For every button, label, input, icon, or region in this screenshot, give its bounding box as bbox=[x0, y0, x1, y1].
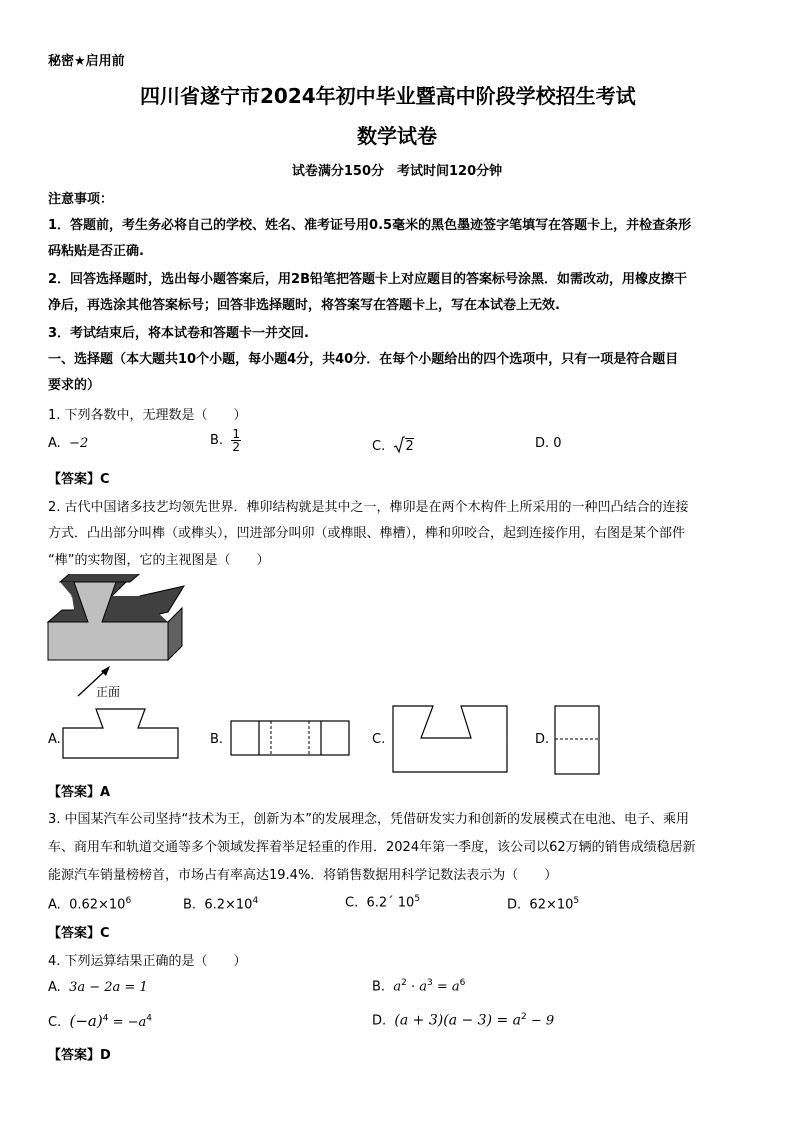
exam-info: 试卷满分150分 考试时间120分钟 bbox=[291, 164, 503, 179]
q2-line2: 方式．凸出部分叫榫（或榫头），凹进部分叫卯（或榫眼、榫槽），榫和卯咬合，起到连接作用，右图是某个部件 bbox=[48, 526, 686, 541]
q1-option-d: D. 0 bbox=[535, 436, 562, 451]
q1-option-a: A. −2 bbox=[48, 436, 89, 451]
q3-option-b: B. $6.2\times 10^4$ bbox=[183, 896, 259, 913]
note-3: 3．考试结束后，将本试卷和答题卡一并交回. bbox=[48, 326, 309, 341]
q2-option-a-figure bbox=[58, 706, 184, 762]
note-2-line1: 2．回答选择题时，选出每小题答案后，用2B铅笔把答题卡上对应题目的答案标号涂黑．如需改动，用橡皮擦干 bbox=[48, 272, 688, 287]
q4-option-d: D. $(a + 3)(a - 3) = a^2 - 9$ bbox=[372, 1012, 555, 1029]
section-heading-line1: 一、选择题（本大题共10个小题，每小题4分，共40分．在每个小题给出的四个选项中，只有一项是符合题目 bbox=[48, 352, 679, 367]
q2-option-b-figure bbox=[229, 719, 353, 759]
q2-option-d-label: D. bbox=[535, 732, 550, 747]
q3-option-c: C. 6.2´ $10^5$ bbox=[345, 894, 421, 911]
q3-option-d: D. $62\times 10^5$ bbox=[507, 896, 580, 913]
q4-stem: 4. 下列运算结果正确的是（ ） bbox=[48, 954, 247, 969]
q1-fraction: $\frac{1}{2}$ bbox=[232, 427, 240, 454]
q1-option-c: C. 2 bbox=[372, 436, 414, 454]
q1-answer: 【答案】C bbox=[48, 472, 110, 487]
tenon-3d-figure bbox=[46, 574, 186, 666]
q3-line3: 能源汽车销量榜榜首，市场占有率高达19.4%．将销售数据用科学记数法表示为（ ） bbox=[48, 868, 558, 883]
q2-option-c-label: C. bbox=[372, 732, 386, 747]
q2-line3: “榫”的实物图，它的主视图是（ ） bbox=[48, 553, 270, 568]
note-1-line2: 码粘贴是否正确. bbox=[48, 244, 144, 259]
q3-answer: 【答案】C bbox=[48, 926, 110, 941]
q3-option-a: A. $0.62\times 10^6$ bbox=[48, 896, 132, 913]
section-heading-line2: 要求的） bbox=[48, 378, 101, 393]
sqrt-sign-icon bbox=[393, 436, 405, 454]
q4-option-c: C. $(-a)^4 = -a^4$ bbox=[48, 1012, 152, 1030]
q3-line2: 车、商用车和轨道交通等多个领域发挥着举足轻重的作用．2024年第一季度，该公司以62万辆的销售成绩稳居新 bbox=[48, 840, 696, 855]
q1-stem: 1. 下列各数中，无理数是（ ） bbox=[48, 408, 247, 423]
q2-option-d-figure bbox=[553, 704, 601, 776]
note-2-line2: 净后，再选涂其他答案标号；回答非选择题时，将答案写在答题卡上，写在本试卷上无效. bbox=[48, 298, 560, 313]
q4-option-b: B. $a^2 \cdot a^3 = a^6$ bbox=[372, 978, 466, 995]
q2-option-a-label: A. bbox=[48, 732, 61, 747]
q4-option-a: A. 3a − 2a = 1 bbox=[48, 980, 148, 995]
note-1-line1: 1．答题前，考生务必将自己的学校、姓名、准考证号用0.5毫米的黑色墨迹签字笔填写在答题卡上，并检查条形 bbox=[48, 218, 692, 233]
q1-option-b: B. $\frac{1}{2}$ bbox=[210, 427, 240, 454]
notes-heading: 注意事项： bbox=[48, 192, 114, 207]
q3-line1: 3. 中国某汽车公司坚持“技术为王，创新为本”的发展理念，凭借研发实力和创新的发展模式在电池、电子、乘用 bbox=[48, 812, 690, 827]
page-subtitle: 数学试卷 bbox=[357, 124, 437, 148]
secret-label: 秘密★启用前 bbox=[48, 54, 125, 69]
q4-answer: 【答案】D bbox=[48, 1048, 111, 1063]
q2-line1: 2. 古代中国诸多技艺均领先世界．榫卯结构就是其中之一，榫卯是在两个木构件上所采用的一种凹凸结合的连接 bbox=[48, 500, 689, 515]
front-label: 正面 bbox=[96, 685, 121, 699]
page-title: 四川省遂宁市2024年初中毕业暨高中阶段学校招生考试 bbox=[140, 84, 636, 108]
q2-answer: 【答案】A bbox=[48, 785, 111, 800]
q2-option-c-figure bbox=[391, 704, 511, 776]
q2-option-b-label: B. bbox=[210, 732, 224, 747]
